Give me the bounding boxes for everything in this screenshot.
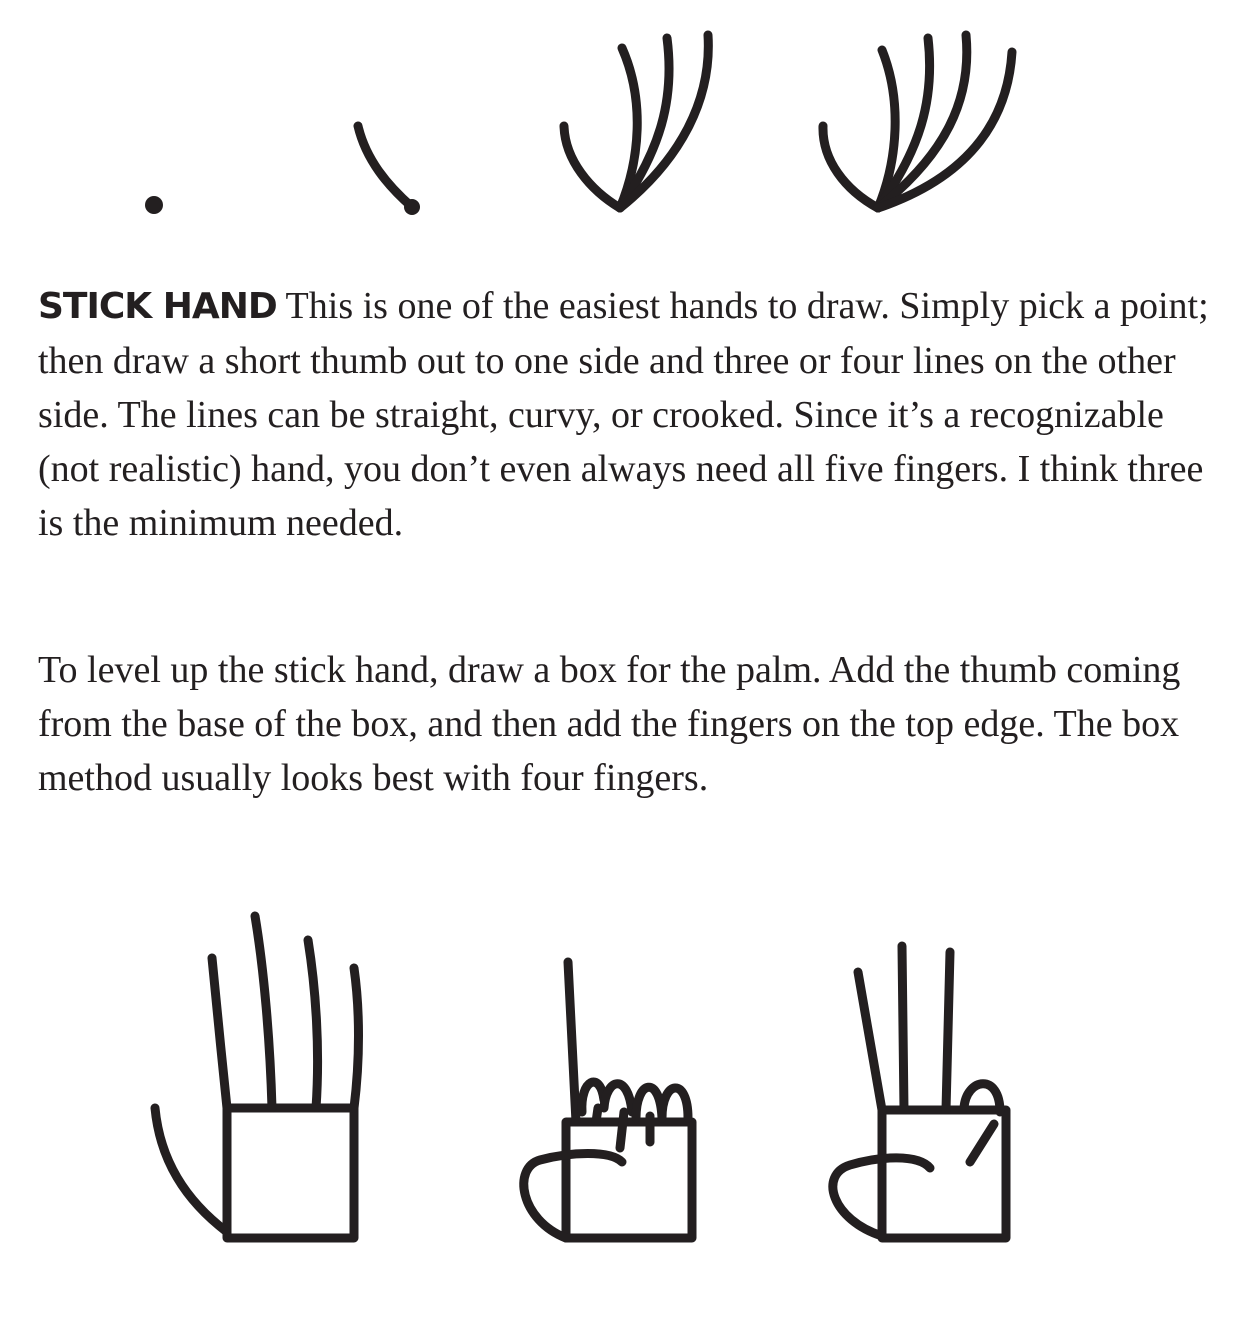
step-thumb-drawing xyxy=(358,126,420,215)
stick-hand-steps-illustration xyxy=(0,0,1239,250)
box-hand-open-drawing xyxy=(155,916,359,1238)
box-hand-peace-drawing xyxy=(833,946,1006,1238)
step-point-drawing xyxy=(145,196,163,214)
box-hands-illustration xyxy=(0,880,1239,1326)
step-four-fingers-drawing xyxy=(823,35,1012,208)
paragraph-1-text: This is one of the easiest hands to draw. Simply pick a point; then draw a short thumb out to one side and three or four lines on the other side. The lines can be straight, curvy, or crooked. Since it’s a recognizable (not realistic) hand, you don’t even always need all five fingers. I think three is the minimum needed. xyxy=(38,285,1209,544)
box-hand-paragraph: To level up the stick hand, draw a box for the palm. Add the thumb coming from the base of the box, and then add the fingers on the top edge. The box method usually looks best with four fingers. xyxy=(38,649,1181,799)
stick-hand-paragraph xyxy=(38,279,1218,550)
section-heading: STICK HAND xyxy=(38,286,277,327)
box-hand-pointing-drawing xyxy=(524,962,692,1238)
step-three-fingers-drawing xyxy=(564,35,708,208)
